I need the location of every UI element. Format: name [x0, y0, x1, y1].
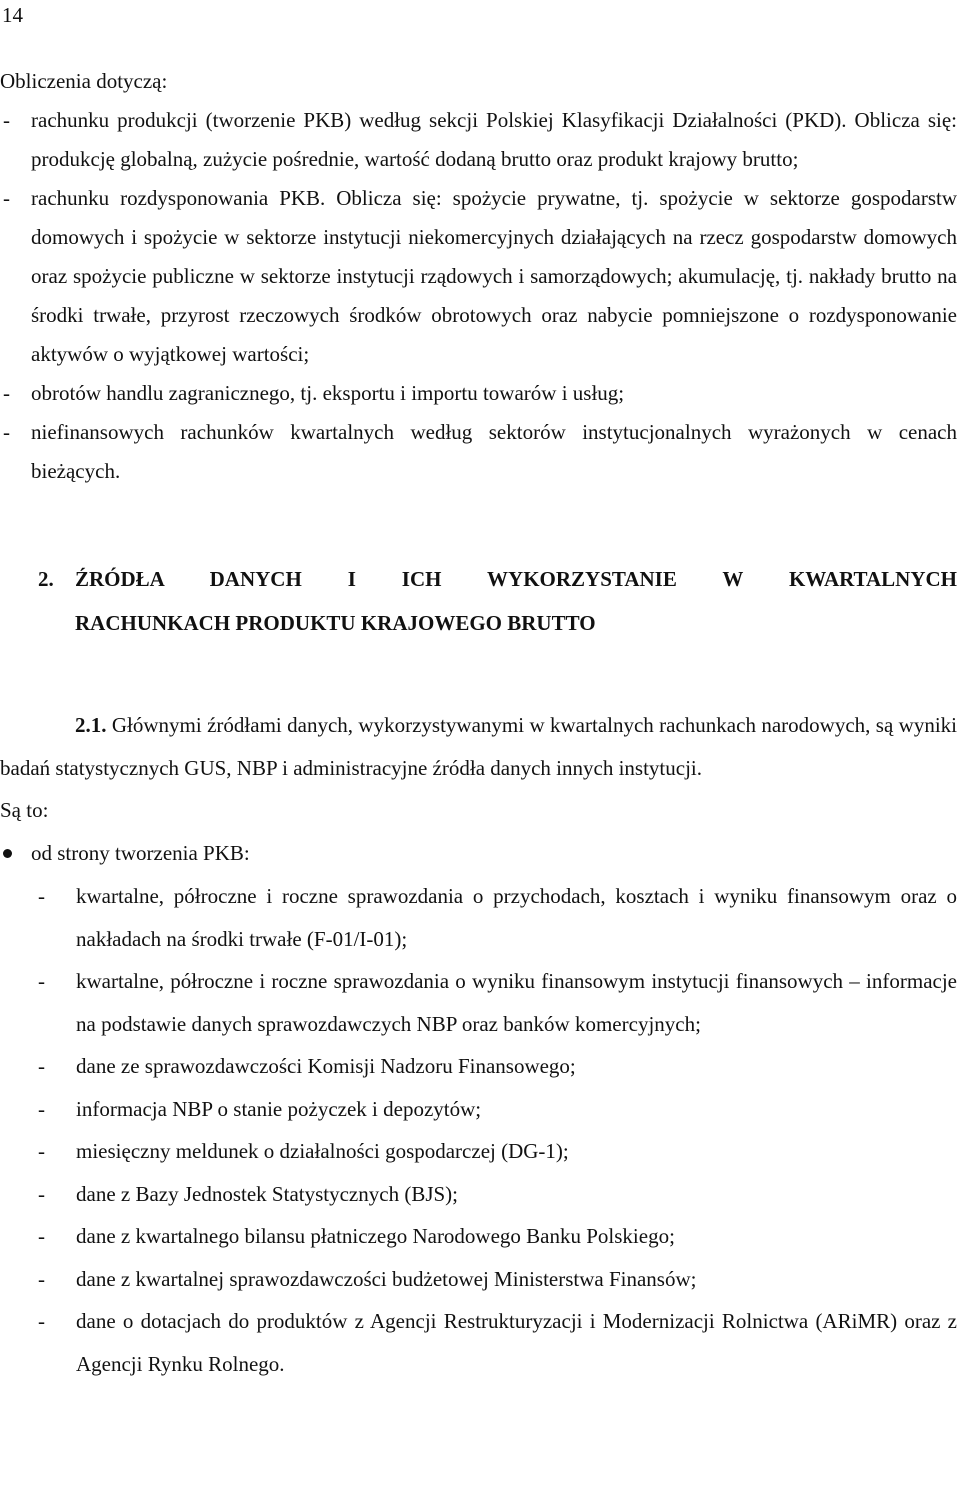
- dash-marker: -: [38, 1309, 45, 1333]
- bullet-label: od strony tworzenia PKB:: [31, 841, 250, 865]
- dash-marker: -: [3, 108, 10, 132]
- list-item: [0, 101, 957, 179]
- list-item-text: rachunku rozdysponowania PKB. Oblicza się: spożycie prywatne, tj. spożycie w sektorze gospodarstw domowych i spożycie w sektorze instytucji niekomercyjnych działających na rzecz gospodarstw domowych oraz spożycie publiczne w sektorze instytucji rządowych i samorządowych; akumulację, tj. nakłady brutto na środki trwałe, przyrost rzeczowych środków obrotowych oraz nabycie pomniejszone o rozdysponowanie aktywów o wyjątkowej wartości;: [31, 186, 957, 366]
- calculation-list: [0, 101, 957, 491]
- dash-marker: -: [38, 1054, 45, 1078]
- bullet-item: [0, 832, 957, 875]
- dash-marker: -: [38, 1181, 45, 1206]
- list-item: [0, 1088, 957, 1131]
- list-item-text: dane z kwartalnego bilansu płatniczego Narodowego Banku Polskiego;: [76, 1224, 675, 1248]
- sources-intro: Są to:: [0, 798, 49, 822]
- dash-marker: -: [38, 1224, 45, 1248]
- list-item: [0, 1300, 957, 1385]
- dash-marker: -: [3, 381, 10, 405]
- section-heading: [0, 557, 957, 645]
- list-item-text: kwartalne, półroczne i roczne sprawozdania o przychodach, kosztach i wyniku finansowym oraz o nakładach na środki trwałe (F-01/I-01);: [76, 884, 957, 951]
- list-item: [0, 1173, 957, 1216]
- list-item-text: kwartalne, półroczne i roczne sprawozdania o wyniku finansowym instytucji finansowych – informacje na podstawie danych sprawozdawczych NBP oraz banków komercyjnych;: [76, 969, 957, 1036]
- section-title-line2: RACHUNKACH PRODUKTU KRAJOWEGO BRUTTO: [75, 611, 596, 635]
- list-item-text: miesięczny meldunek o działalności gospodarczej (DG-1);: [76, 1139, 569, 1163]
- list-item: [0, 413, 957, 491]
- subsection-number: 2.1.: [75, 713, 107, 737]
- list-item-text: niefinansowych rachunków kwartalnych według sektorów instytucjonalnych wyrażonych w cenach bieżących.: [31, 420, 957, 483]
- intro-text: Obliczenia dotyczą:: [0, 69, 168, 93]
- dash-marker: -: [38, 969, 45, 993]
- list-item: [0, 960, 957, 1045]
- list-item-text: obrotów handlu zagranicznego, tj. eksportu i importu towarów i usług;: [31, 381, 625, 405]
- list-item: [0, 179, 957, 374]
- page-number: 14: [2, 3, 23, 27]
- list-item: [0, 1215, 957, 1258]
- list-item: [0, 875, 957, 960]
- dash-marker: -: [38, 1139, 45, 1163]
- dash-marker: -: [38, 1266, 45, 1291]
- dash-marker: -: [38, 1096, 45, 1121]
- dash-marker: -: [38, 884, 45, 908]
- list-item: [0, 374, 957, 413]
- list-item: [0, 1258, 957, 1301]
- list-item-text: informacja NBP o stanie pożyczek i depozytów;: [76, 1096, 482, 1121]
- dash-marker: -: [3, 186, 10, 210]
- list-item-text: dane ze sprawozdawczości Komisji Nadzoru Finansowego;: [76, 1054, 576, 1078]
- sources-list: [0, 875, 957, 1385]
- list-item-text: rachunku produkcji (tworzenie PKB) według sekcji Polskiej Klasyfikacji Działalności (PKD). Oblicza się: produkcję globalną, zużycie pośrednie, wartość dodaną brutto oraz produkt krajowy brutto;: [31, 108, 957, 171]
- section-number: 2.: [38, 567, 54, 591]
- list-item: [0, 1045, 957, 1088]
- list-item-text: dane z Bazy Jednostek Statystycznych (BJS);: [76, 1181, 458, 1206]
- list-item-text: dane o dotacjach do produktów z Agencji Restrukturyzacji i Modernizacji Rolnictwa (ARiMR) oraz z Agencji Rynku Rolnego.: [76, 1309, 957, 1376]
- section-title-line1: ŹRÓDŁA DANYCH I ICH WYKORZYSTANIE W KWARTALNYCH: [75, 567, 957, 591]
- subsection-text: Głównymi źródłami danych, wykorzystywanymi w kwartalnych rachunkach narodowych, są wyniki badań statystycznych GUS, NBP i administracyjne źródła danych innych instytucji.: [0, 713, 957, 780]
- subsection-paragraph: [0, 704, 957, 789]
- dash-marker: -: [3, 420, 10, 444]
- list-item: [0, 1130, 957, 1173]
- list-item-text: dane z kwartalnej sprawozdawczości budżetowej Ministerstwa Finansów;: [76, 1266, 697, 1291]
- document-body: [0, 62, 957, 1385]
- bullet-dot-icon: [3, 849, 12, 858]
